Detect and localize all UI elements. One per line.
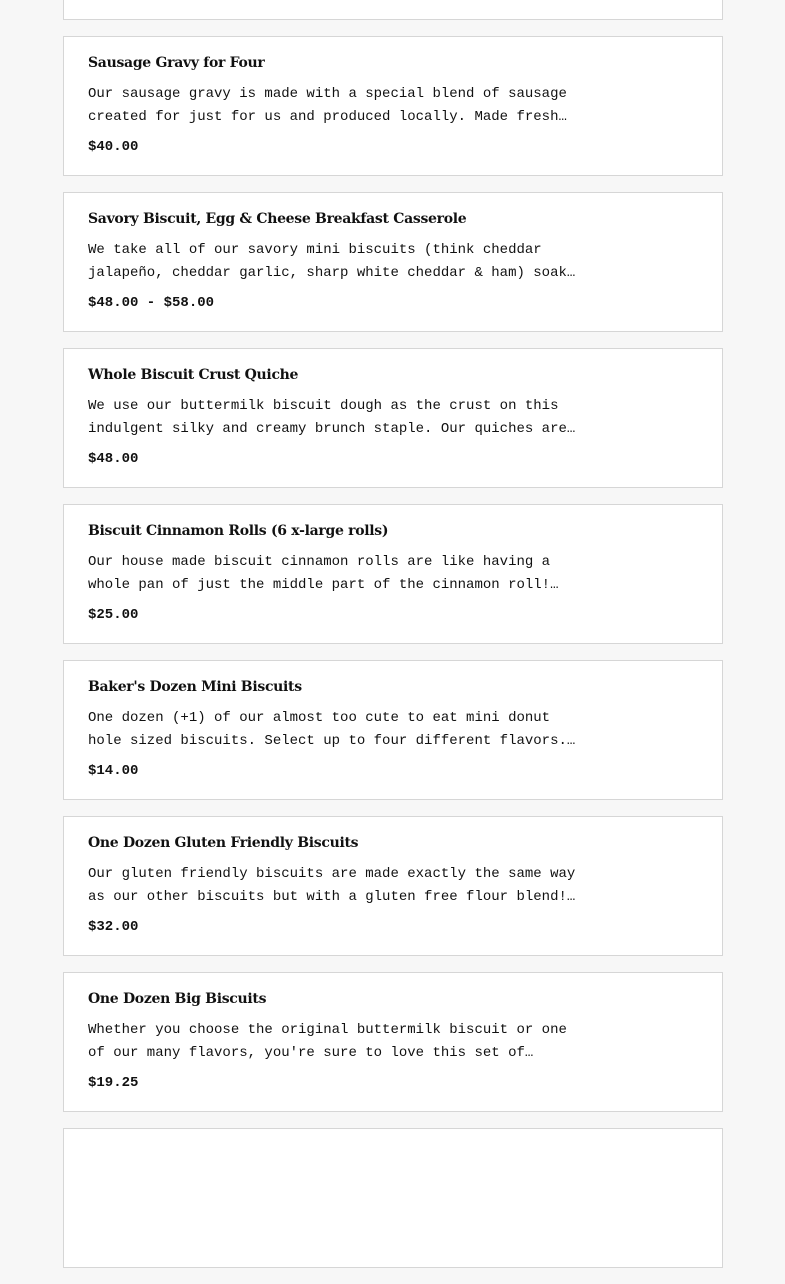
menu-item-card[interactable] bbox=[63, 972, 723, 1112]
menu-item-card[interactable] bbox=[63, 36, 723, 176]
menu-item-description: We use our buttermilk biscuit dough as the crust on this indulgent silky and creamy brunch staple. Our quiches are bbox=[88, 398, 567, 437]
menu-item-price: $14.00 bbox=[88, 763, 139, 779]
menu-item-card[interactable] bbox=[63, 192, 723, 332]
menu-item-card[interactable] bbox=[63, 1128, 723, 1268]
menu-item-title: Sausage Gravy for Four bbox=[88, 55, 265, 71]
menu-item-title: Baker's Dozen Mini Biscuits bbox=[88, 679, 302, 695]
menu-item-title: One Dozen Gluten Friendly Biscuits bbox=[88, 835, 359, 851]
menu-item-description: Our gluten friendly biscuits are made exactly the same way as our other biscuits but with a gluten free flour blend! bbox=[88, 866, 576, 905]
menu-item-list bbox=[63, 0, 723, 1284]
menu-item-price: $48.00 - $58.00 bbox=[88, 295, 215, 311]
menu-item-price: $25.00 bbox=[88, 607, 139, 623]
menu-item-price: $48.00 bbox=[88, 451, 139, 467]
menu-item-title: Savory Biscuit, Egg & Cheese Breakfast Casserole bbox=[88, 211, 467, 227]
menu-item-price: $32.00 bbox=[88, 919, 139, 935]
menu-item-price: $40.00 bbox=[88, 139, 139, 155]
menu-item-title: One Dozen Big Biscuits bbox=[88, 991, 267, 1007]
menu-item-description: Whether you choose the original buttermilk biscuit or one of our many flavors, you're sure to love this set of bbox=[88, 1022, 567, 1061]
menu-item-description: Our sausage gravy is made with a special blend of sausage created for just for us and produced locally. Made fresh bbox=[88, 86, 567, 125]
menu-item-card[interactable] bbox=[63, 348, 723, 488]
menu-item-description: One dozen (+1) of our almost too cute to eat mini donut hole sized biscuits. Select up to four different flavors. bbox=[88, 710, 567, 749]
menu-item-price: $19.25 bbox=[88, 1075, 139, 1091]
menu-item-title: Biscuit Cinnamon Rolls (6 x-large rolls) bbox=[88, 523, 389, 539]
menu-item-card[interactable] bbox=[63, 816, 723, 956]
menu-item-card[interactable] bbox=[63, 660, 723, 800]
menu-item-card[interactable] bbox=[63, 0, 723, 20]
menu-item-description: We take all of our savory mini biscuits (think cheddar jalapeño, cheddar garlic, sharp white cheddar & ham) soak bbox=[88, 242, 567, 281]
menu-item-title: Whole Biscuit Crust Quiche bbox=[88, 367, 299, 383]
menu-item-description: Our house made biscuit cinnamon rolls are like having a whole pan of just the middle part of the cinnamon roll! bbox=[88, 554, 551, 593]
menu-item-card[interactable] bbox=[63, 504, 723, 644]
